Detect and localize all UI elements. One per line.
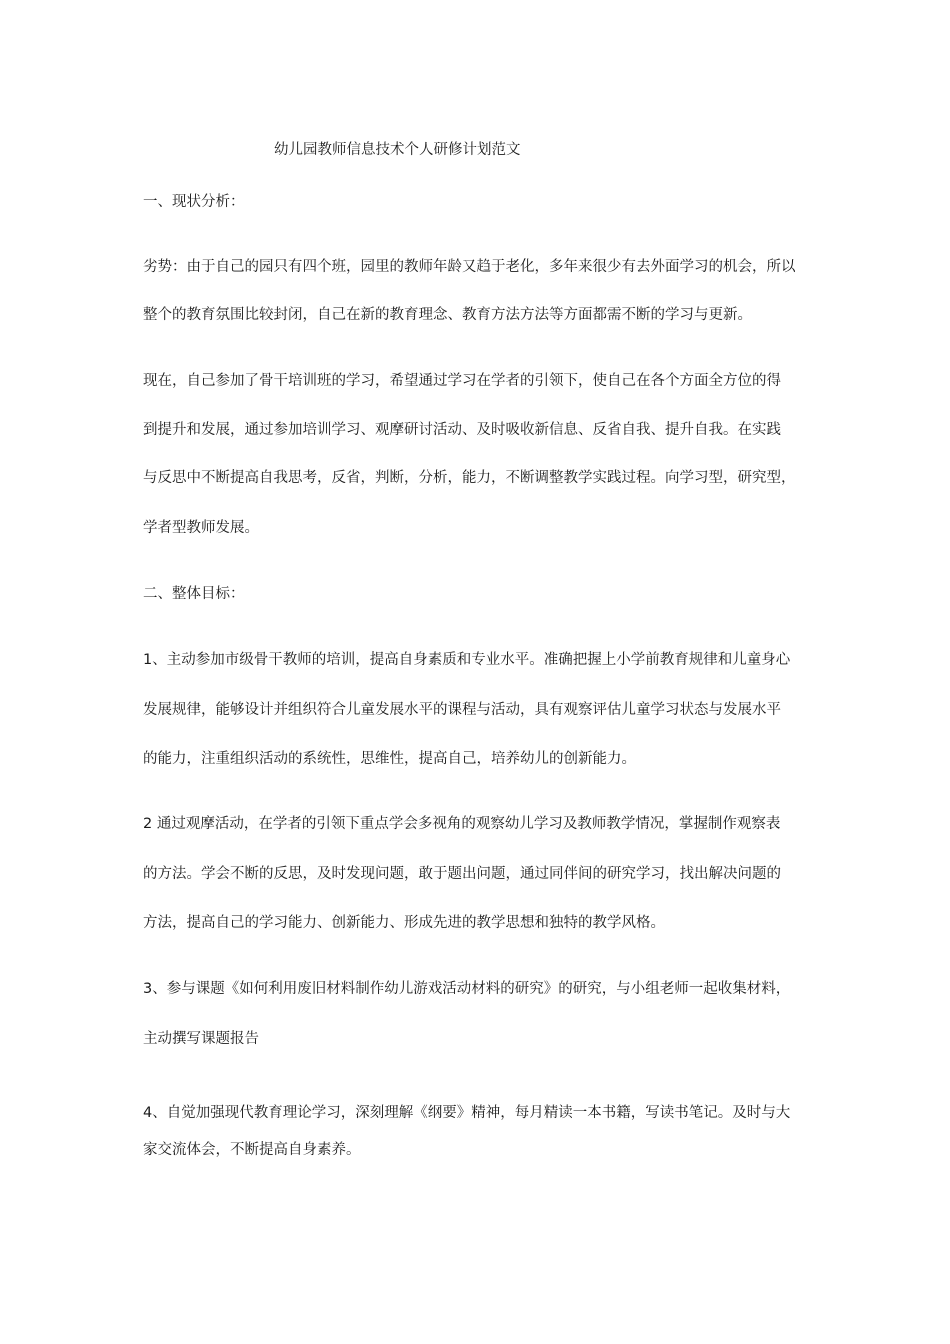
paragraph-line: 与反思中不断提高自我思考，反省，判断，分析，能力，不断调整教学实践过程。向学习型，研究型，	[143, 470, 796, 486]
section-heading-overall-goals: 二、整体目标：	[143, 586, 245, 602]
paragraph-line: 主动撰写课题报告	[143, 1031, 259, 1047]
paragraph-line: 到提升和发展，通过参加培训学习、观摩研讨活动、及时吸收新信息、反省自我、提升自我。在实践	[143, 422, 781, 438]
document-title: 幼儿园教师信息技术个人研修计划范文	[274, 142, 521, 158]
section-heading-status-analysis: 一、现状分析：	[143, 194, 245, 210]
paragraph-line: 4、自觉加强现代教育理论学习，深刻理解《纲要》精神，每月精读一本书籍，写读书笔记。及时与大	[143, 1105, 791, 1121]
paragraph-line: 劣势：由于自己的园只有四个班，园里的教师年龄又趋于老化，多年来很少有去外面学习的机会，所以	[143, 259, 796, 275]
paragraph-line: 家交流体会，不断提高自身素养。	[143, 1142, 361, 1158]
paragraph-line: 的能力，注重组织活动的系统性，思维性，提高自己，培养幼儿的创新能力。	[143, 751, 636, 767]
paragraph-line: 1、主动参加市级骨干教师的培训，提高自身素质和专业水平。准确把握上小学前教育规律和儿童身心	[143, 652, 791, 668]
paragraph-line: 发展规律，能够设计并组织符合儿童发展水平的课程与活动，具有观察评估儿童学习状态与发展水平	[143, 702, 781, 718]
paragraph-line: 学者型教师发展。	[143, 520, 259, 536]
paragraph-line: 整个的教育氛围比较封闭，自己在新的教育理念、教育方法方法等方面都需不断的学习与更新。	[143, 307, 752, 323]
paragraph-line: 2 通过观摩活动，在学者的引领下重点学会多视角的观察幼儿学习及教师教学情况，掌握制作观察表	[143, 816, 781, 832]
paragraph-line: 方法，提高自己的学习能力、创新能力、形成先进的教学思想和独特的教学风格。	[143, 915, 665, 931]
paragraph-line: 3、参与课题《如何利用废旧材料制作幼儿游戏活动材料的研究》的研究，与小组老师一起收集材料，	[143, 981, 791, 997]
paragraph-line: 的方法。学会不断的反思，及时发现问题，敢于题出问题，通过同伴间的研究学习，找出解决问题的	[143, 866, 781, 882]
paragraph-line: 现在，自己参加了骨干培训班的学习，希望通过学习在学者的引领下，使自己在各个方面全方位的得	[143, 373, 781, 389]
